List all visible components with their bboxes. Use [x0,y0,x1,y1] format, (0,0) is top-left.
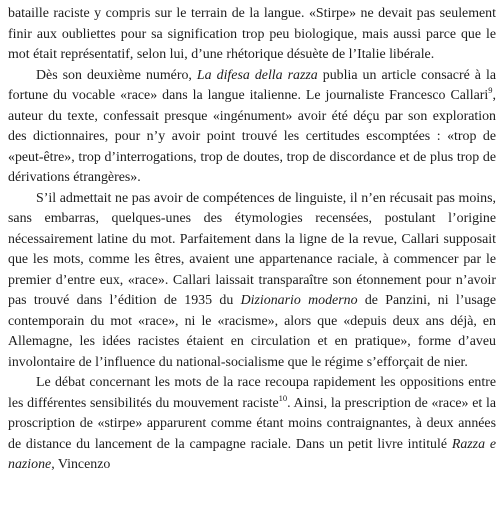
paragraph-1 [8,4,496,66]
paragraph-3-text-a: S’il admettait ne pas avoir de compétences de linguiste, il n’en récusait pas moins, sans embarras, quelques-unes des étymologies recensées, postulant l’origine nécessairement latine du mot. Parfaitement dans la ligne de la revue, Callari supposait que les mots, comme les êtres, avaient une appartenance raciale, à commencer par le premier d’entre eux, «race». Callari laissait transparaître son étonnement pour n’avoir pas trouvé dans l’édition de 1935 du [8,190,496,308]
paragraph-2-text-b: publia un article consacré à la fortune du vocable «race» dans la langue italienne. Le journaliste Francesco Callari [8,67,497,103]
paragraph-4-text-b: . Ainsi, la prescription de «race» et la proscription de «stirpe» apparurent comme étant moins contraignantes, à deux années de distance du lancement de la campagne raciale. Dans un petit livre intitulé [8,395,496,452]
paragraph-4-text-a: Le débat concernant les mots de la race recoupa rapidement les oppositions entre les différentes sensibilités du mouvement raciste [8,375,496,411]
document-page [8,4,496,476]
paragraph-4-text-c: , Vincenzo [51,457,111,472]
paragraph-2-text-c: , auteur du texte, confessait presque «ingénument» avoir été déçu par son exploration des dictionnaires, pour n’y avoir point trouvé les certitudes escomptées : «trop de «peut-être», trop d’interrogations, trop de doutes, trop de discordance et de plus trop de dérivations étrangères». [8,88,496,185]
journal-title-italic: La difesa della razza [196,67,318,83]
paragraph-3 [8,189,496,374]
paragraph-4 [8,373,496,476]
paragraph-2 [8,66,496,189]
footnote-ref-9: 9 [488,85,493,95]
paragraph-2-text-a: Dès son deuxième numéro, [36,67,197,83]
dictionary-title-italic: Dizionario moderno [240,293,358,308]
paragraph-3-text-b: de Panzini, ni l’usage contemporain du mot «race», ni le «racisme», alors que «depuis deux ans déjà, en Allemagne, les idées racistes étaient en circulation et en pratique», forme d’aveu involontaire de l’influence du national-socialisme que le régime s’efforçait de nier. [8,293,497,370]
book-title-italic: Razza e nazione [8,436,496,472]
paragraph-1-text: bataille raciste y compris sur le terrain de la langue. «Stirpe» ne devait pas seulement finir aux oubliettes pour sa signification trop peu biologique, mais aussi parce que le mot était représentatif, selon lui, d’une rhétorique désuète de l’Italie libérale. [8,6,496,62]
footnote-ref-10: 10 [278,392,288,403]
